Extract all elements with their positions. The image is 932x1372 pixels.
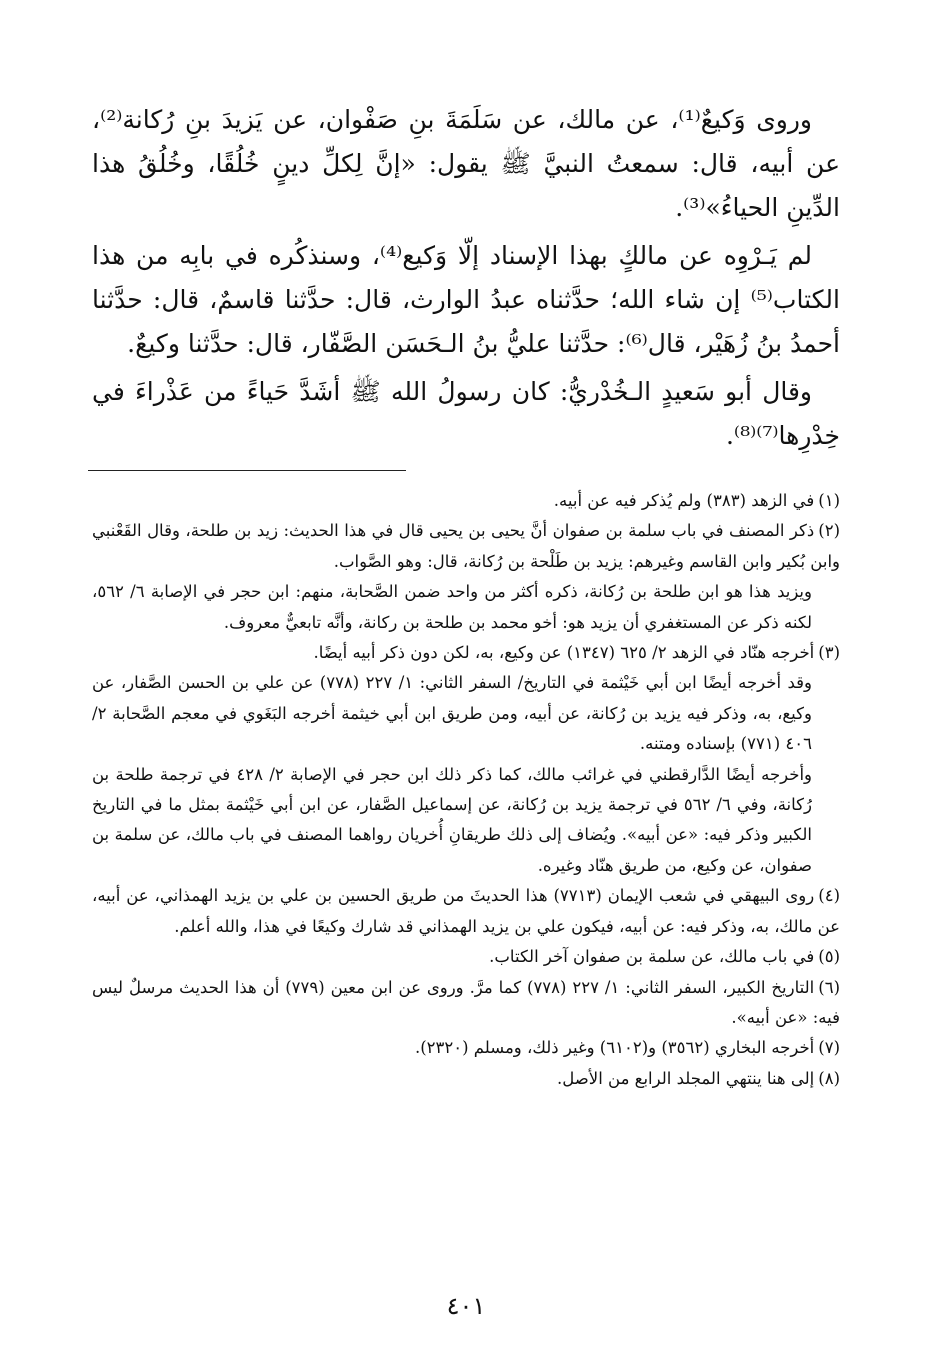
paragraph-2: لم يَـرْوِه عن مالكٍ بهذا الإسناد إلّا وَكيع⁽⁴⁾، وسنذكُره في بابِه من هذا الكتاب⁽⁵⁾ إن شاء الله؛ حدَّثناه عبدُ الوارث، قال: حدَّثنا قاسمٌ، قال: حدَّثنا أحمدُ بنُ زُهَيْر، قال⁽⁶⁾: حدَّثنا عليُّ بنُ الـحَسَن الصَّفّار، قال: حدَّثنا وكيعٌ. xyxy=(92,241,840,358)
footnote-6 xyxy=(92,973,840,1034)
footnote-text: أخرجه البخاري (٣٥٦٢) و(٦١٠٢) وغير ذلك، ومسلم (٢٣٢٠). xyxy=(414,1038,815,1058)
footnote-number: (٣) xyxy=(818,643,840,663)
footnotes xyxy=(92,486,840,1094)
footnote-text: ذكر المصنف في باب سلمة بن صفوان أنَّ يحيى بن يحيى قال في هذا الحديث: زيد بن طلحة، وقال القَعْنبي وابن بُكير وابن القاسم وغيرهم: يزيد بن طَلْحة بن رُكانة، قال: وهو الصَّواب. xyxy=(92,521,840,571)
footnote-7 xyxy=(92,1033,840,1063)
footnote-number: (٢) xyxy=(818,521,840,541)
footnote-4 xyxy=(92,881,840,942)
footnote-divider xyxy=(88,470,406,471)
paragraph-1: وروى وَكيعٌ⁽¹⁾، عن مالك، عن سَلَمَةَ بنِ صَفْوان، عن يَزيدَ بنِ رُكانة⁽²⁾، عن أبيه، قال: سمعتُ النبيَّ ﷺ يقول: «إنَّ لِكلِّ دينٍ خُلُقًا، وخُلُقُ هذا الدِّينِ الحياءُ»⁽³⁾. xyxy=(92,105,840,222)
main-text xyxy=(92,98,840,462)
footnote-1 xyxy=(92,486,840,516)
footnote-number: (٧) xyxy=(818,1038,840,1058)
footnote-8 xyxy=(92,1064,840,1094)
footnote-number: (٥) xyxy=(818,947,840,967)
footnote-number: (٨) xyxy=(818,1068,840,1088)
footnote-text: إلى هنا ينتهي المجلد الرابع من الأصل. xyxy=(557,1068,815,1088)
footnote-5 xyxy=(92,942,840,972)
footnote-text: أخرجه هنّاد في الزهد ٢/ ٦٢٥ (١٣٤٧) عن وكيع، به، لكن دون ذكر أبيه أيضًا. xyxy=(313,643,815,663)
footnote-3 xyxy=(92,638,840,668)
paragraph-3: وقال أبو سَعيدٍ الـخُدْريُّ: كان رسولُ الله ﷺ أشَدَّ حَياءً من عَذْراءَ في خِدْرِها⁽⁷⁾⁽⁸⁾. xyxy=(92,377,840,450)
footnote-number: (١) xyxy=(818,491,840,510)
footnote-text: روى البيهقي في شعب الإيمان (٧٧١٣) هذا الحديثَ من طريق الحسين بن علي بن يزيد الهمذاني، عن أبيه، عن مالك، به، وذكر فيه: عن أبيه، فيكون علي بن يزيد الهمذاني قد شارك وكيعًا في هذا، والله أعلم. xyxy=(92,886,840,936)
footnote-2 xyxy=(92,516,840,577)
footnote-text: في الزهد (٣٨٣) ولم يُذكر فيه عن أبيه. xyxy=(553,491,815,510)
footnote-text: في باب مالك، عن سلمة بن صفوان آخر الكتاب. xyxy=(489,947,815,967)
footnote-text: التاريخ الكبير، السفر الثاني: ١/ ٢٢٧ (٧٧٨) كما مرَّ. وروى عن ابن معين (٧٧٩) أن هذا الحديث مرسلٌ ليس فيه: «عن أبيه». xyxy=(92,977,840,1027)
page-number: ٤٠١ xyxy=(446,1292,486,1320)
footnote-2-continuation: ويزيد هذا هو ابن طلحة بن رُكانة، ذكره أكثر من واحد ضمن الصَّحابة، منهم: ابن حجر في الإصابة ٦/ ٥٦٢، لكنه ذكر عن المستغفري أن يزيد هو: أخو محمد بن طلحة بن ركانة، وأنَّه تابعيٌّ معروف. xyxy=(92,582,812,632)
footnote-number: (٤) xyxy=(818,886,840,906)
footnote-3-continuation-2: وأخرجه أيضًا الدَّارقطني في غرائب مالك، كما ذكر ذلك ابن حجر في الإصابة ٢/ ٤٢٨ في ترجمة طلحة بن رُكانة، وفي ٦/ ٥٦٢ في ترجمة يزيد بن رُكانة، عن إسماعيل الصَّفار، عن ابن أبي خَيْثمة بمثل ما في التاريخ الكبير وذكر فيه: «عن أبيه». ويُضاف إلى ذلك طريقانِ أُخريان رواهما المصنف في باب مالك، عن سلمة بن صفوان، عن وكيع، من طريق هنّاد وغيره. xyxy=(92,764,813,875)
footnote-number: (٦) xyxy=(818,977,840,997)
footnote-3-continuation-1: وقد أخرجه أيضًا ابن أبي خَيْثمة في التاريخ/ السفر الثاني: ١/ ٢٢٧ (٧٧٨) عن علي بن الحسن الصَّفار، عن وكيع، به، وذكر فيه يزيد بن رُكانة، عن أبيه، ومن طريق ابن أبي خيثمة أخرجه البَغَوي في معجم الصَّحابة ٢/ ٤٠٦ (٧٧١) بإسناده ومتنه. xyxy=(92,673,812,754)
